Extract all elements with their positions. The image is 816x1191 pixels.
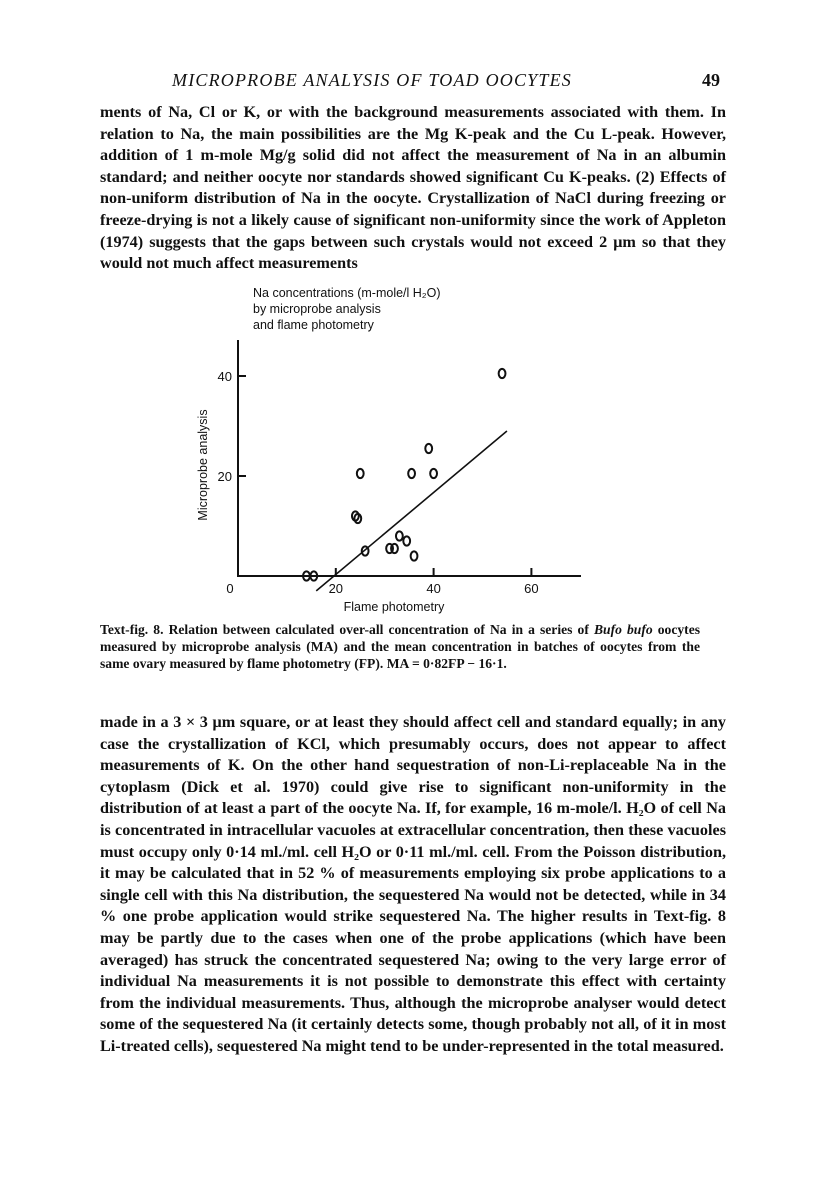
data-points xyxy=(303,369,505,581)
regression-line xyxy=(316,431,507,591)
body-paragraph-1: ments of Na, Cl or K, or with the background measurements associated with them. In relation to Na, the main possibilities are the Mg K-peak and the Cu L-peak. However, addition of 1 m-mole Mg/g solid did not affect the measurement of Na in an albumin standard; and neither oocyte nor standards showed significant Cu K-peaks. (2) Effects of non-uniform distribution of Na in the oocyte. Crystallization of NaCl during freezing or freeze-drying is not a likely cause of significant non-uniformity since the work of Appleton (1974) suggests that the gaps between such crystals would not exceed 2 μm so that they would not much affect measurements xyxy=(100,103,726,273)
caption-text-2: oocytes measured by microprobe analysis (MA) and the mean concentration in batches of oocytes from the same ovary measured by flame photometry (FP). xyxy=(100,622,701,672)
chart-title-line-1: Na concentrations (m-mole/l H₂O) xyxy=(253,286,441,300)
chart-title-line-3: and flame photometry xyxy=(253,318,374,332)
data-point xyxy=(411,551,418,560)
y-tick-label: 40 xyxy=(217,369,232,384)
caption-equation: MA = 0·82FP − 16·1. xyxy=(386,656,507,672)
y-axis-label: Microprobe analysis xyxy=(196,409,210,521)
x-tick-label: 40 xyxy=(426,581,441,596)
x-axis-label: Flame photometry xyxy=(343,600,445,614)
data-point xyxy=(357,469,364,478)
running-title: MICROPROBE ANALYSIS OF TOAD OOCYTES xyxy=(172,70,572,90)
data-point xyxy=(408,469,415,478)
data-point xyxy=(499,369,506,378)
caption-label: Text-fig. 8. xyxy=(100,622,164,637)
data-point xyxy=(430,469,437,478)
chart-title-line-2: by microprobe analysis xyxy=(253,302,381,316)
data-point xyxy=(403,536,410,545)
chart-title xyxy=(253,286,441,332)
y-tick-label: 20 xyxy=(217,469,232,484)
caption-text-1: Relation between calculated over-all concentration of Na in a series of xyxy=(168,622,589,637)
data-point xyxy=(425,444,432,453)
caption-species: Bufo bufo xyxy=(593,622,653,637)
x-tick-label: 60 xyxy=(524,581,539,596)
figure-caption xyxy=(100,621,700,673)
data-point xyxy=(396,531,403,540)
x-ticks xyxy=(329,568,539,596)
origin-label: 0 xyxy=(226,581,234,596)
body-paragraph-2: made in a 3 × 3 μm square, or at least they should affect cell and standard equally; in any case the crystallization of KCl, which presumably occurs, does not appear to affect measurements of K. On the other hand sequestration of non-Li-replaceable Na in the cytoplasm (Dick et al. 1970) could give rise to significant non-uniformity in the distribution of at least a part of the oocyte Na. If, for example, 16 m-mole/l. H₂O of cell Na is concentrated in intracellular vacuoles at extracellular concentration, then these vacuoles must occupy only 0·14 ml./ml. cell H₂O or 0·11 ml./ml. cell. From the Poisson distribution, it may be calculated that in 52 % of measurements employing six probe applications to a single cell with this Na distribution, the sequestered Na would not be detected, while in 34 % one probe application would strike sequestered Na. The higher results in Text-fig. 8 may be partly due to the cases when one of the probe applications (which have been averaged) has struck the concentrated sequestered Na; owing to the very large error of individual Na measurements it is not possible to demonstrate this effect with certainty from the individual measurements. Thus, although the microprobe analyser would detect some of the sequestered Na (it certainly detects some, though probably not all, of it in most Li-treated cells), sequestered Na might tend to be under-represented in the total measured. xyxy=(100,713,726,1055)
x-tick-label: 20 xyxy=(328,581,344,596)
page-number: 49 xyxy=(702,70,720,90)
y-ticks xyxy=(218,369,246,484)
